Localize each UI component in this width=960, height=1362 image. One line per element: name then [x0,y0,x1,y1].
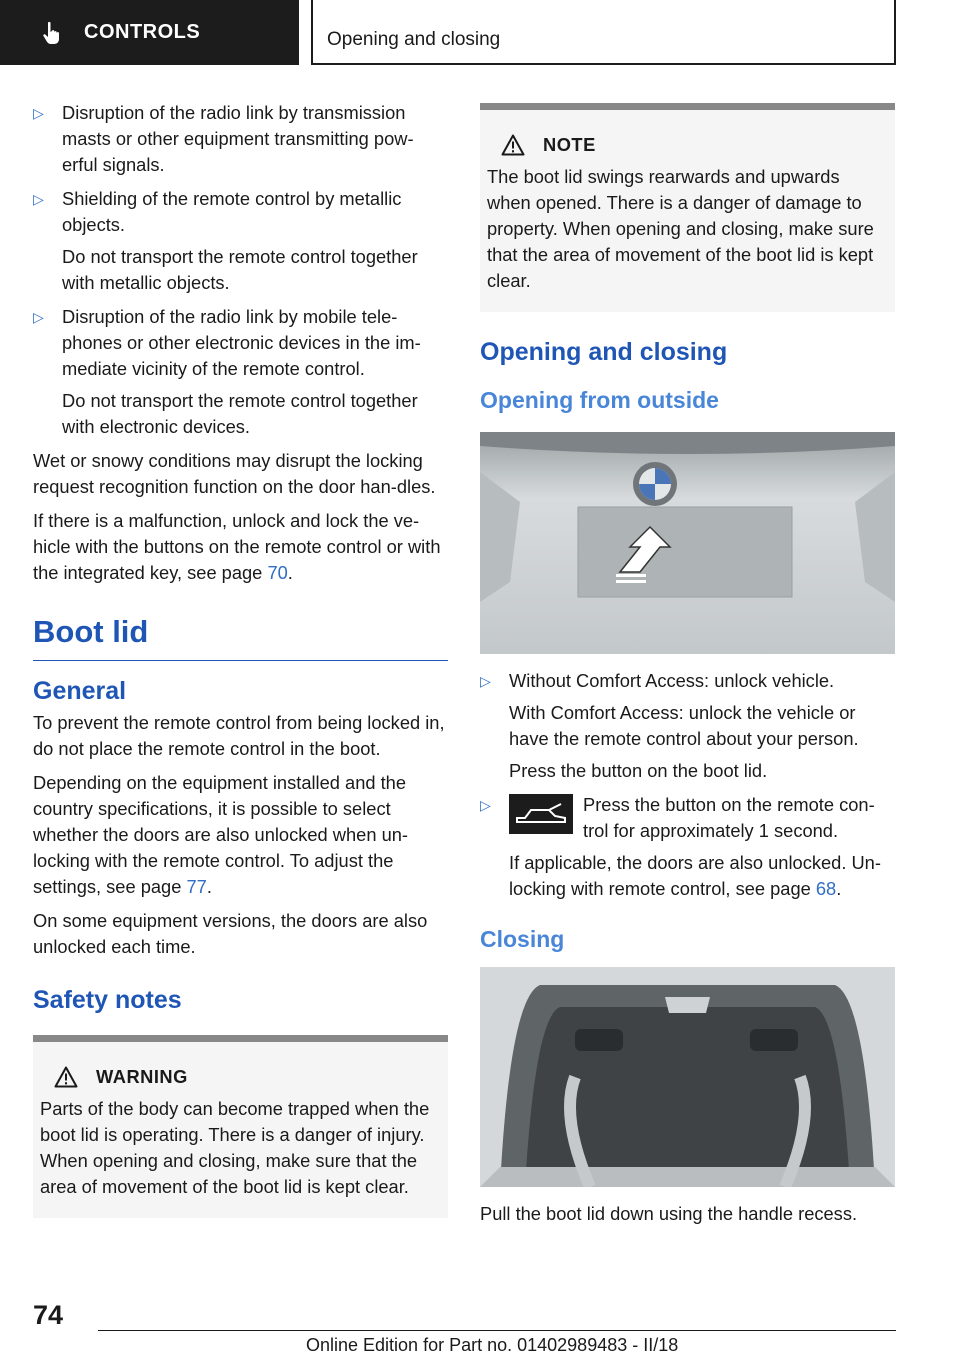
note-label: NOTE [543,134,596,155]
triangle-bullet-icon: ▷ [480,673,491,689]
general-paragraph-3: On some equipment versions, the doors are also unlocked each time. [33,910,428,957]
list-item: ▷ Without Comfort Access: unlock vehicle. With Comfort Access: unlock the vehicle or have the remote control about your person. Press the button on the boot lid. [480,670,859,781]
disruption-list [33,100,448,440]
safety-notes-heading: Safety notes [33,986,182,1014]
left-column [33,100,448,1218]
list-item: ▷ Press the button on the remote con-trol for approximately 1 second. If applicable, the doors are also unlocked. Un-locking with remote control, see page 68. [480,794,881,899]
malfunction-paragraph: If there is a malfunction, unlock and lock the ve-hicle with the buttons on the remote control or with the integrated key, see page 70. [33,510,441,583]
triangle-bullet-icon: ▷ [33,191,44,207]
page-ref-link[interactable]: 77 [186,876,207,897]
warning-triangle-icon [54,1066,78,1088]
warning-label: WARNING [96,1066,188,1087]
boot-lid-interior-photo [480,967,895,1187]
warning-text: Parts of the body can become trapped when the boot lid is operating. There is a danger of injury. When opening and closing, make sure that the area of movement of the boot lid is kept clear. [40,1098,430,1197]
list-item-sub: Do not transport the remote control together with metallic objects. [62,246,418,293]
opening-from-outside-heading: Opening from outside [480,387,719,413]
boot-lid-button-photo [480,432,895,654]
triangle-bullet-icon: ▷ [33,105,44,121]
warning-triangle-icon [501,134,525,156]
list-item-sub: Do not transport the remote control together with electronic devices. [62,390,418,437]
note-text: The boot lid swings rearwards and upwards when opened. There is a danger of damage to property. When opening and closing, make sure that the area of movement of the boot lid is kept clear. [487,166,874,291]
right-column [480,103,895,1235]
section-tab [0,0,299,65]
remote-boot-button-icon [509,794,573,834]
section-label: CONTROLS [84,21,201,43]
wet-conditions-paragraph: Wet or snowy conditions may disrupt the locking request recognition function on the door han-dles. [33,450,436,497]
note-box [480,103,895,312]
general-heading: General [33,677,127,705]
general-paragraph-1: To prevent the remote control from being locked in, do not place the remote control in the boot. [33,712,445,759]
page-number: 74 [33,1300,64,1330]
warning-box [33,1035,448,1218]
opening-steps-list [480,668,895,902]
page-ref-link[interactable]: 68 [815,878,837,899]
list-item: ▷ Disruption of the radio link by mobile tele-phones or other electronic devices in the im-mediate vicinity of the remote control. Do not transport the remote control together with electronic devices. [33,304,448,440]
closing-heading: Closing [480,926,565,952]
footer-edition: Online Edition for Part no. 01402989483 - II/18 [306,1335,679,1355]
page-ref-link[interactable]: 70 [267,562,288,583]
list-item: ▷ Shielding of the remote control by metallic objects. Do not transport the remote control together with metallic objects. [33,186,448,296]
opening-closing-heading: Opening and closing [480,338,728,366]
triangle-bullet-icon: ▷ [480,797,491,813]
hand-pointer-icon [40,20,66,46]
closing-caption: Pull the boot lid down using the handle recess. [480,1203,858,1224]
page-header-title: Opening and closing [327,29,501,50]
general-paragraph-2: Depending on the equipment installed and the country specifications, it is possible to select whether the doors are also unlocked when un-locking with the remote control. To adjust the settings, see page 77. [33,772,408,897]
list-item: ▷ Disruption of the radio link by transmission masts or other equipment transmitting pow-erful signals. [33,102,414,175]
chapter-title: Boot lid [33,614,448,661]
page-header-title-box [311,0,896,65]
footer-divider [98,1330,896,1331]
triangle-bullet-icon: ▷ [33,309,44,325]
